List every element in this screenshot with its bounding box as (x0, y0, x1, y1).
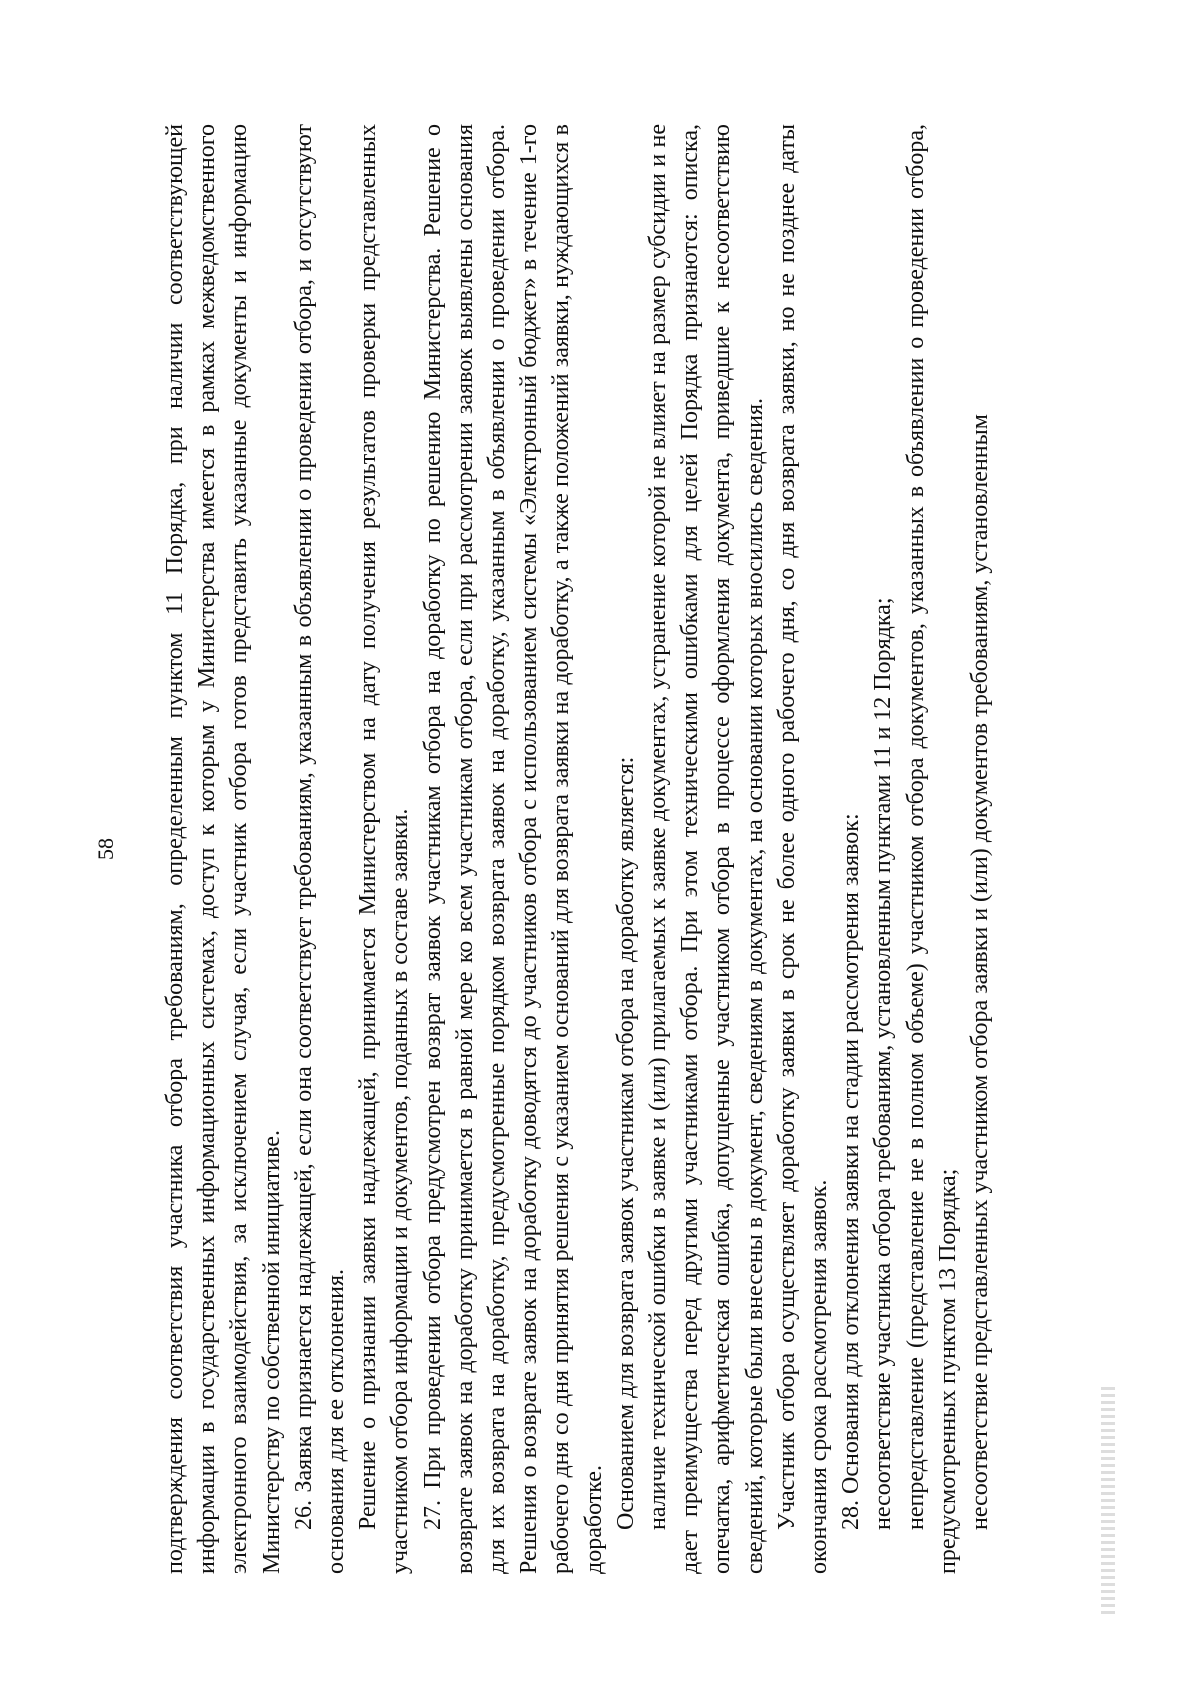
page-number: 58 (93, 837, 118, 860)
document-page (85, 84, 1115, 1614)
paragraph-continuation: подтверждения соответствия участника отбора требованиям, определенным пунктом 11 Порядка, при наличии соответствующей информации в государственных информационных системах, доступ к которым у Министерства имеется в рамках межведомственного электронного взаимодействия, за исключением случая, если участник отбора готов представить указанные документы и информацию Министерству по собственной инициативе. (162, 123, 285, 1574)
paragraph-technical-error: наличие технической ошибки в заявке и (или) прилагаемых к заявке документах, устранение которой не влияет на размер субсидии и не дает преимущества перед другими участниками отбора. При этом техническими ошибками для целей Порядка признаются: описка, опечатка, арифметическая ошибка, допущенные участником отбора в процессе оформления документа, приведшие к несоответствию сведений, которые были внесены в документ, сведениям в документах, на основании которых вносились сведения. (645, 123, 768, 1574)
rejection-ground-3: несоответствие представленных участником отбора заявки и (или) документов требованиям, установленным (967, 413, 994, 1530)
paragraph-28: 28. Основания для отклонения заявки на стадии рассмотрения заявок: (838, 812, 865, 1530)
paragraph-return-grounds: Основанием для возврата заявок участникам отбора на доработку является: (612, 756, 639, 1530)
scan-edge-artifact (1101, 1384, 1115, 1614)
paragraph-27: 27. При проведении отбора предусмотрен возврат заявок участникам отбора на доработку по решению Министерства. Решение о возврате заявок на доработку принимается в равной мере ко всем участникам отбора, если при рассмотрении заявок выявлены основания для их возврата на доработку, предусмотренные порядком возврата заявок на доработку, указанным в объявлении о проведении отбора. Решения о возврате заявок на доработку доводятся до участников отбора с использованием системы «Электронный бюджет» в течение 1-го рабочего дня со дня принятия решения с указанием оснований для возврата заявки на доработку, а также положений заявки, нуждающихся в доработке. (419, 123, 607, 1574)
rejection-ground-1: несоответствие участника отбора требованиям, установленным пунктами 11 и 12 Порядка; (870, 597, 897, 1530)
paragraph-26-decision: Решение о признании заявки надлежащей, принимается Министерством на дату получения результатов проверки представленных участником отбора информации и документов, поданных в составе заявки. (355, 123, 414, 1574)
paragraph-26: 26. Заявка признается надлежащей, если она соответствует требованиям, указанным в объявлении о проведении отбора, и отсутствуют основания для ее отклонения. (290, 123, 350, 1574)
paragraph-rework-deadline: Участник отбора осуществляет доработку заявки в срок не более одного рабочего дня, со дня возврата заявки, но не позднее даты окончания срока рассмотрения заявок. (773, 123, 833, 1574)
rejection-ground-2: непредставление (представление не в полном объеме) участником отбора документов, указанных в объявлении о проведении отбора, предусмотренных пунктом 13 Порядка; (902, 123, 961, 1574)
document-body (159, 124, 996, 1574)
